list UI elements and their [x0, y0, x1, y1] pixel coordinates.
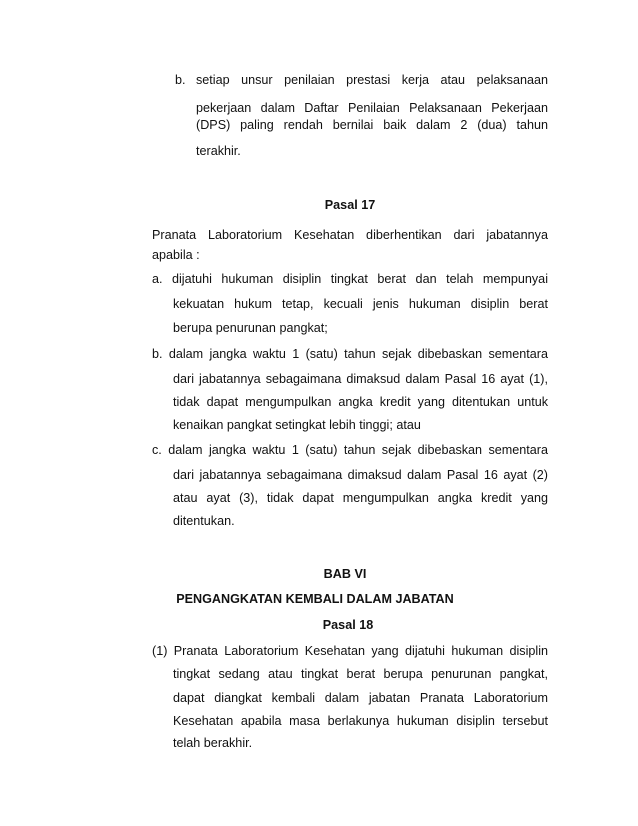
text-line: ditentukan. — [173, 514, 235, 528]
pasal-18-heading: Pasal 18 — [322, 618, 374, 632]
text-line: a. dijatuhi hukuman disiplin tingkat berat dan telah mempunyai — [152, 272, 548, 286]
text-line: terakhir. — [196, 144, 241, 158]
bab-title: PENGANGKATAN KEMBALI DALAM JABATAN — [176, 592, 454, 606]
text-line: dari jabatannya sebagaimana dimaksud dalam Pasal 16 ayat (1), — [173, 372, 548, 386]
bab-heading: BAB VI — [323, 567, 367, 581]
item-marker: b. — [175, 73, 186, 87]
text-line: dari jabatannya sebagaimana dimaksud dalam Pasal 16 ayat (2) — [173, 468, 548, 482]
text-line: (DPS) paling rendah bernilai baik dalam 2 (dua) tahun — [196, 118, 548, 132]
text-line: tingkat sedang atau tingkat berat berupa penurunan pangkat, — [173, 667, 548, 681]
text-line: c. dalam jangka waktu 1 (satu) tahun sejak dibebaskan sementara — [152, 443, 548, 457]
text-line: atau ayat (3), tidak dapat mengumpulkan angka kredit yang — [173, 491, 548, 505]
text-line: kekuatan hukum tetap, kecuali jenis hukuman disiplin berat — [173, 297, 548, 311]
text-line: Kesehatan apabila masa berlakunya hukuman disiplin tersebut — [173, 714, 548, 728]
text-line: kenaikan pangkat setingkat lebih tinggi; atau — [173, 418, 421, 432]
pasal-17-heading: Pasal 17 — [324, 198, 376, 212]
text-line: telah berakhir. — [173, 736, 253, 750]
text-line: (1) Pranata Laboratorium Kesehatan yang dijatuhi hukuman disiplin — [152, 644, 548, 658]
text-line: tidak dapat mengumpulkan angka kredit yang ditentukan untuk — [173, 395, 548, 409]
text-line: pekerjaan dalam Daftar Penilaian Pelaksanaan Pekerjaan — [196, 101, 548, 115]
text-line: apabila : — [152, 248, 200, 262]
text-line: b. dalam jangka waktu 1 (satu) tahun sejak dibebaskan sementara — [152, 347, 548, 361]
text-line: Pranata Laboratorium Kesehatan diberhentikan dari jabatannya — [152, 228, 548, 242]
text-line: dapat diangkat kembali dalam jabatan Pranata Laboratorium — [173, 691, 548, 705]
text-line: berupa penurunan pangkat; — [173, 321, 328, 335]
text-line: setiap unsur penilaian prestasi kerja atau pelaksanaan — [196, 73, 548, 87]
